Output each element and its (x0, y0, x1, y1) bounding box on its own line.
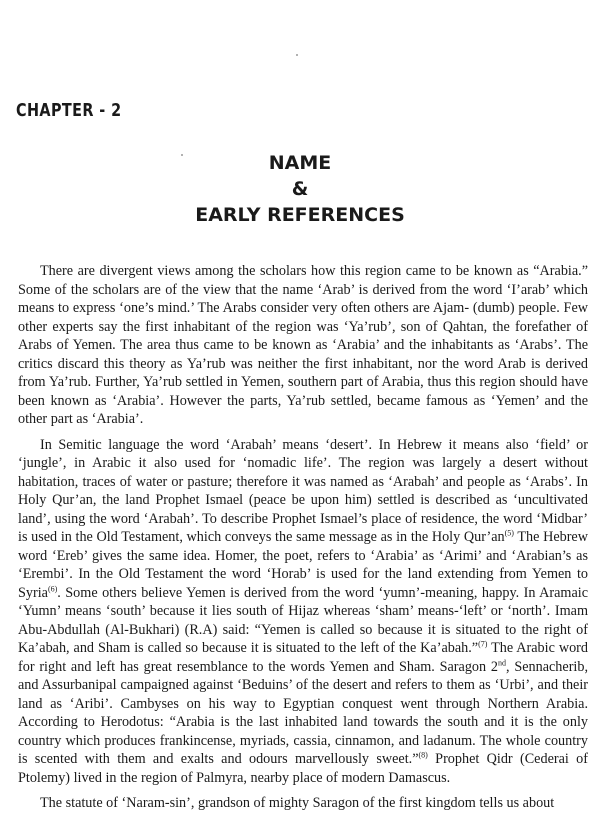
paragraph-2-text: The Arabic word for right and left has great resemblance to the words Yemen and Sham. Saragon 2 (18, 640, 588, 675)
paragraph-2-text: In Semitic language the word ‘Arabah’ means ‘desert’. In Hebrew it means also ‘field’ or ‘jungle’, in Arabic it also used for ‘nomadic life’. The region was largely a desert without habitation, traces of water or pasture; therefore it was named as ‘Arabah’ and people as ‘Arabs’. In Holy Qur’an, the land Prophet Ismael (peace be upon him) settled is described as ‘uncultivated land’, using the word ‘Arabah’. To describe Prophet Ismael’s place of residence, the word ‘Midbar’ is used in the Old Testament, which conveys the same message as in the Holy Qur’an (18, 436, 588, 545)
footnote-ref-5: (5) (504, 528, 514, 538)
ordinal-suffix: nd (498, 657, 506, 667)
footnote-ref-6: (6) (47, 583, 58, 593)
title-line-name: NAME (268, 152, 332, 174)
title-line-early-references: EARLY REFERENCES (195, 204, 405, 226)
paragraph-3: The statute of ‘Naram-sin’, grandson of mighty Saragon of the first kingdom tells us about (40, 795, 555, 811)
chapter-label: CHAPTER - 2 (16, 100, 122, 121)
chapter-title (0, 150, 600, 228)
paragraph-2-text: , Sennacherib, and Assurbanipal campaigned against ‘Beduins’ of the desert and refers to them as ‘Urbi’, and their land as ‘Aribi’. Cambyses on his way to Egyptian conquest went through Northern Arabia. According to Herodotus: “Arabia is the last inhabited land towards the south and it is the only country which produces frankincense, myriads, cassia, cinnamon, and ladanum. The whole country is scented with them and exalts and odours marvellously sweet.” (18, 658, 589, 767)
paragraph-1: There are divergent views among the scholars how this region came to be known as “Arabia.” Some of the scholars are of the view that the name ‘Arab’ is derived from the word ‘I’arab’ which means to express ‘one’s mind.’ The Arabs consider very often others are Ajam- (dumb) people. Few other experts say the first inhabitant of the region was ‘Ya’rub’, son of Qahtan, the forefather of Arabs of Yemen. The area thus came to be known as ‘Arabia’ and the inhabitants as ‘Arabs’. The critics discard this theory as Ya’rub was neither the first inhabitant, nor the word Arab is derived from Ya’rub. Further, Ya’rub settled in Yemen, southern part of Arabia, thus this region should have been known as ‘Arabia’. However the parts, Ya’rub settled, became famous as ‘Yemen’ and the other part as ‘Arabia’. (18, 263, 588, 427)
scan-speck (296, 54, 298, 56)
paragraph-2-text: The Hebrew word ‘Ereb’ gives the same idea. Homer, the poet, refers to ‘Arabia’ as ‘Arimi’ and ‘Arabian’s as ‘Erembi’. In the Old Testament the word ‘Horab’ is used for the land extending from Yemen to Syria (18, 529, 588, 601)
title-line-ampersand: & (291, 178, 309, 200)
paragraph-2-text: . Some others believe Yemen is derived from the word ‘yumn’-meaning, happy. In Aramaic ‘Yumn’ means ‘south’ because it lies south of Hijaz whereas ‘sham’ means-‘left’ or ‘north’. Imam Abu-Abdullah (Al-Bukhari) (R.A) said: “Yemen is called so because it is situated to the right of Ka’abah, and Sham is called so because it is situated to the left of the Ka’abah.” (18, 584, 588, 656)
body-text (18, 262, 588, 813)
footnote-ref-8: (8) (418, 750, 428, 760)
footnote-ref-7: (7) (478, 639, 488, 649)
paragraph-2-text: Prophet Qidr (Cederai of Ptolemy) lived in the region of Palmyra, nearby place of modern Damascus. (18, 751, 588, 786)
paragraph-2 (18, 436, 588, 788)
